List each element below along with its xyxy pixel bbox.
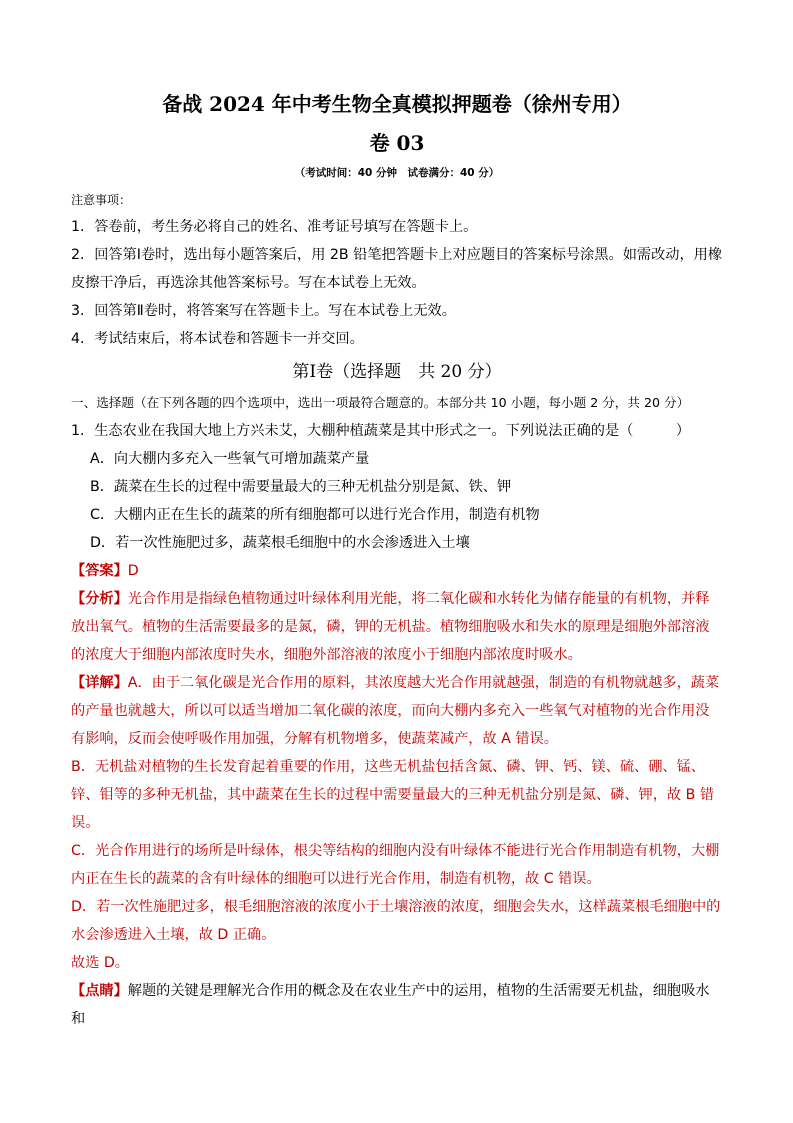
- tip-tag: 【点睛】: [71, 983, 128, 999]
- answer-tag: 【答案】: [71, 563, 128, 579]
- question-option-a: A．向大棚内多充入一些氧气可增加蔬菜产量: [90, 451, 370, 467]
- question-option-d: D．若一次性施肥过多，蔬菜根毛细胞中的水会渗透进入土壤: [90, 535, 470, 551]
- question-option-b: B．蔬菜在生长的过程中需要量最大的三种无机盐分别是氮、铁、钾: [90, 479, 512, 495]
- detail-paragraph-a: [71, 669, 723, 753]
- conclusion: 故选 D。: [71, 955, 129, 971]
- analysis-paragraph: [71, 585, 723, 669]
- answer-block: [71, 557, 723, 1033]
- question-stem: 1．生态农业在我国大地上方兴未艾，大棚种植蔬菜是其中形式之一。下列说法正确的是（ ）: [71, 423, 691, 439]
- note-item: 4．考试结束后，将本试卷和答题卡一并交回。: [71, 331, 364, 347]
- detail-paragraph-c: C．光合作用进行的场所是叶绿体，根尖等结构的细胞内没有叶绿体不能进行光合作用制造有机物，大棚内正在生长的蔬菜的含有叶绿体的细胞可以进行光合作用，制造有机物，故 C 错误。: [71, 843, 720, 887]
- question-1: [71, 417, 723, 557]
- exam-subtitle: 卷 03: [369, 131, 425, 155]
- note-item: 3．回答第Ⅱ卷时，将答案写在答题卡上。写在本试卷上无效。: [71, 303, 456, 319]
- page-content: [71, 90, 723, 1033]
- analysis-tag: 【分析】: [71, 591, 128, 607]
- tip-text: 解题的关键是理解光合作用的概念及在农业生产中的运用，植物的生活需要无机盐，细胞吸水和: [71, 983, 710, 1027]
- notes-block: [71, 187, 723, 353]
- detail-paragraph-d: D．若一次性施肥过多，根毛细胞溶液的浓度小于土壤溶液的浓度，细胞会失水，这样蔬菜根毛细胞中的水会渗透进入土壤，故 D 正确。: [71, 899, 721, 943]
- detail-tag: 【详解】: [71, 675, 128, 691]
- answer-value: D: [127, 563, 139, 579]
- tip-paragraph: [71, 977, 723, 1033]
- exam-meta: （考试时间：40 分钟 试卷满分：40 分）: [294, 167, 500, 179]
- detail-paragraph-b: B．无机盐对植物的生长发育起着重要的作用，这些无机盐包括含氮、磷、钾、钙、镁、硫、硼、锰、锌、钼等的多种无机盐，其中蔬菜在生长的过程中需要量最大的三种无机盐分别是氮、磷、钾，故 B 错误。: [71, 759, 715, 831]
- section-instruction: 一、选择题（在下列各题的四个选项中，选出一项最符合题意的。本部分共 10 小题，每小题 2 分，共 20 分）: [71, 395, 690, 410]
- section-title: 第Ⅰ卷（选择题 共 20 分）: [292, 362, 502, 382]
- analysis-text: 光合作用是指绿色植物通过叶绿体利用光能，将二氧化碳和水转化为储存能量的有机物，并释放出氧气。植物的生活需要最多的是氮，磷，钾的无机盐。植物细胞吸水和失水的原理是细胞外部溶液的浓度大于细胞内部浓度时失水，细胞外部溶液的浓度小于细胞内部浓度时吸水。: [71, 591, 710, 663]
- exam-title: 备战 2024 年中考生物全真模拟押题卷（徐州专用）: [162, 92, 632, 116]
- answer-line: [71, 557, 723, 585]
- notes-heading: 注意事项：: [71, 193, 132, 207]
- question-option-c: C．大棚内正在生长的蔬菜的所有细胞都可以进行光合作用，制造有机物: [90, 507, 540, 523]
- note-item: 2．回答第Ⅰ卷时，选出每小题答案后，用 2B 铅笔把答题卡上对应题目的答案标号涂黑。如需改动，用橡皮擦干净后，再选涂其他答案标号。写在本试卷上无效。: [71, 247, 723, 291]
- detail-text-a: A．由于二氧化碳是光合作用的原料，其浓度越大光合作用就越强，制造的有机物就越多，蔬菜的产量也就越大，所以可以适当增加二氧化碳的浓度，而向大棚内多充入一些氧气对植物的光合作用没有影响，反而会使呼吸作用加强，分解有机物增多，使蔬菜减产，故 A 错误。: [71, 675, 720, 747]
- note-item: 1．答卷前，考生务必将自己的姓名、准考证号填写在答题卡上。: [71, 219, 478, 235]
